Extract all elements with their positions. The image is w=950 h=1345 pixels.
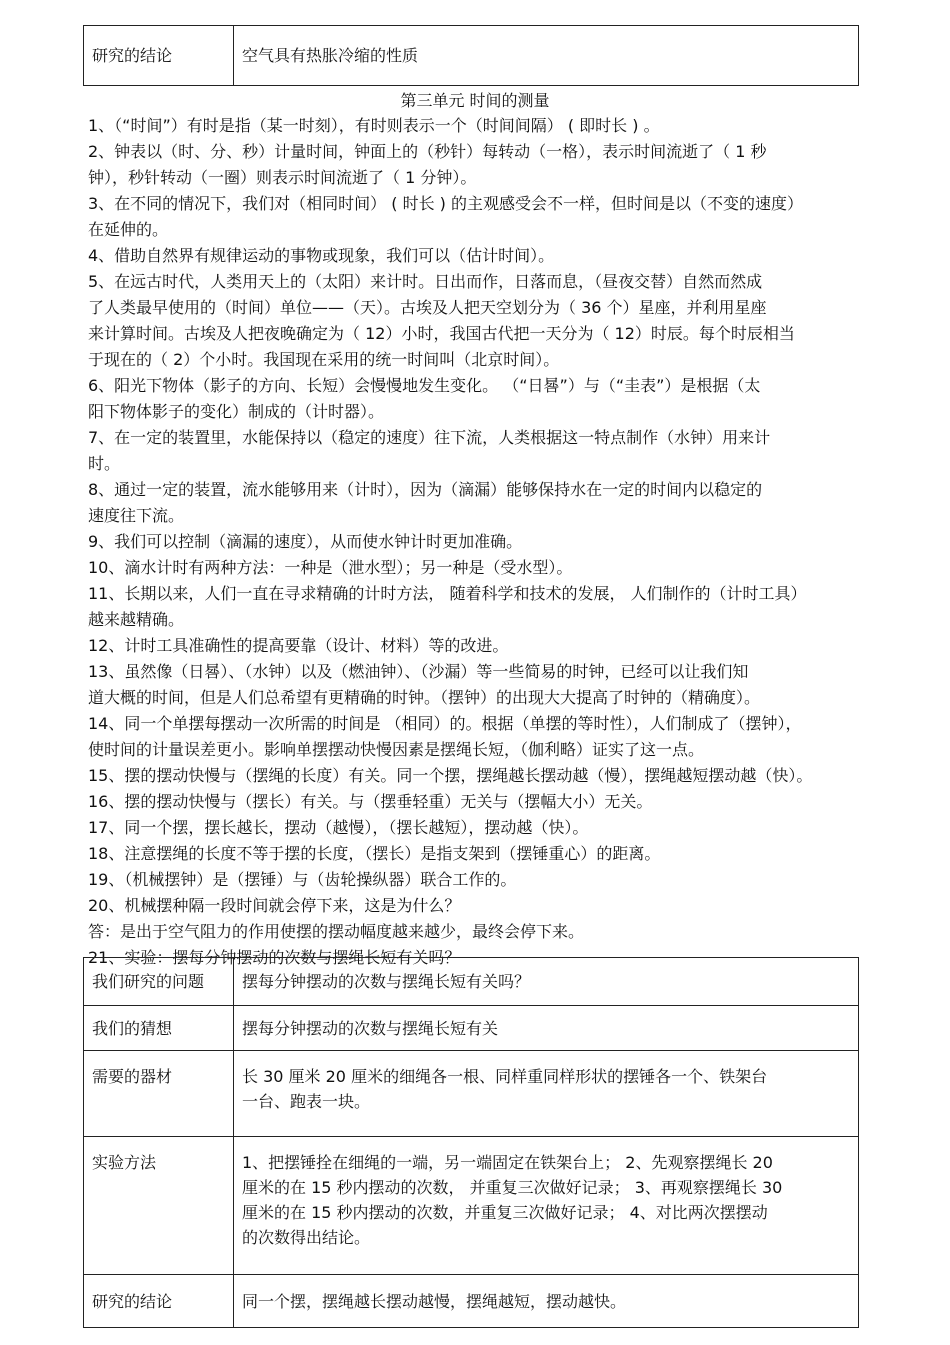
table-value-cell [234,1275,859,1328]
cell-text-line: 长 30 厘米 20 厘米的细绳各一根、同样重同样形状的摆锤各一个、铁架台 [242,1067,768,1086]
text-line: 17、同一个摆，摆长越长，摆动（越慢），（摆长越短），摆动越（快）。 [88,818,589,837]
cell-text-line: 摆每分钟摆动的次数与摆绳长短有关 [242,1018,499,1038]
text-line: 1、（“时间”）有时是指（某一时刻），有时则表示一个（时间间隔） ( 即时长 ) 。 [88,116,660,135]
notes-list [88,113,908,971]
table-row [84,26,859,86]
text-line: 6、阳光下物体（影子的方向、长短）会慢慢地发生变化。 （“日晷”）与（“圭表”）是根据（太 [88,376,761,395]
text-line: 8、通过一定的装置，流水能够用来（计时），因为（滴漏）能够保持水在一定的时间内以稳定的 [88,480,763,499]
table-row [84,1137,859,1275]
text-line: 钟），秒针转动（一圈）则表示时间流逝了（ 1 分钟）。 [88,168,477,187]
text-line: 于现在的（ 2）个小时。我国现在采用的统一时间叫（北京时间）。 [88,350,560,369]
text-line: 21、实验：摆每分钟摆动的次数与摆绳长短有关吗？ [88,948,461,967]
cell-text-line: 厘米的在 15 秒内摆动的次数，并重复三次做好记录； 4、对比两次摆摆动 [242,1203,768,1222]
text-line: 7、在一定的装置里，水能保持以（稳定的速度）往下流，人类根据这一特点制作（水钟）用来计 [88,428,771,447]
text-line: 11、长期以来，人们一直在寻求精确的计时方法， 随着科学和技术的发展， 人们制作的（计时工具） [88,584,807,603]
text-line: 19、（机械摆钟）是（摆锤）与（齿轮操纵器）联合工作的。 [88,870,517,889]
conclusion-table [83,25,859,86]
text-line: 13、虽然像（日晷）、（水钟）以及（燃油钟）、（沙漏）等一些简易的时钟，已经可以让我们知 [88,662,749,681]
table-label-cell: 研究的结论 [84,1275,234,1328]
text-line: 时。 [88,454,121,473]
table-row [84,1275,859,1328]
text-line: 了人类最早使用的（时间）单位——（天）。古埃及人把天空划分为（ 36 个）星座，并利用星座 [88,298,767,317]
table-label-cell: 我们研究的问题 [84,958,234,1006]
table-row [84,1051,859,1137]
table-value-cell [234,958,859,1006]
text-line: 20、机械摆种隔一段时间就会停下来，这是为什么？ [88,896,461,915]
text-line: 9、我们可以控制（滴漏的速度），从而使水钟计时更加准确。 [88,532,523,551]
cell-text-line: 同一个摆，摆绳越长摆动越慢，摆绳越短，摆动越快。 [242,1291,627,1311]
text-line: 3、在不同的情况下，我们对（相同时间） ( 时长 ) 的主观感受会不一样，但时间是以（不变的速度） [88,194,804,213]
cell-text-line: 1、把摆锤拴在细绳的一端，另一端固定在铁架台上； 2、先观察摆绳长 20 [242,1153,773,1172]
text-line: 16、摆的摆动快慢与（摆长）有关。与（摆垂轻重）无关与（摆幅大小）无关。 [88,792,653,811]
table-value-cell [234,1137,859,1275]
table-label-cell: 我们的猜想 [84,1006,234,1051]
cell-text-line: 厘米的在 15 秒内摆动的次数， 并重复三次做好记录； 3、再观察摆绳长 30 [242,1178,783,1197]
table-value-cell [234,1006,859,1051]
text-line: 2、钟表以（时、分、秒）计量时间，钟面上的（秒针）每转动（一格），表示时间流逝了（ 1 秒 [88,142,767,161]
text-line: 答：是出于空气阻力的作用使摆的摆动幅度越来越少，最终会停下来。 [88,922,585,941]
cell-text-line: 的次数得出结论。 [242,1228,371,1247]
text-line: 越来越精确。 [88,610,185,629]
table-row [84,1006,859,1051]
table-value-cell: 空气具有热胀冷缩的性质 [234,26,859,86]
table-row [84,958,859,1006]
text-line: 在延伸的。 [88,220,169,239]
text-line: 来计算时间。古埃及人把夜晚确定为（ 12）小时，我国古代把一天分为（ 12）时辰。每个时辰相当 [88,324,795,343]
cell-text-line: 一台、跑表一块。 [242,1092,371,1111]
cell-text-line: 摆每分钟摆动的次数与摆绳长短有关吗？ [242,972,531,991]
section-title: 第三单元 时间的测量 [400,91,550,110]
text-line: 道大概的时间，但是人们总希望有更精确的时钟。（摆钟）的出现大大提高了时钟的（精确度）。 [88,688,761,707]
table-label-cell: 实验方法 [84,1137,234,1275]
text-line: 4、借助自然界有规律运动的事物或现象，我们可以（估计时间）。 [88,246,555,265]
text-line: 18、注意摆绳的长度不等于摆的长度，（摆长）是指支架到（摆锤重心）的距离。 [88,844,661,863]
text-line: 12、计时工具准确性的提高要靠（设计、材料）等的改进。 [88,636,509,655]
table-value-cell [234,1051,859,1137]
text-line: 使时间的计量误差更小。影响单摆摆动快慢因素是摆绳长短，（伽利略）证实了这一点。 [88,740,705,759]
text-line: 10、滴水计时有两种方法：一种是（泄水型）；另一种是（受水型）。 [88,558,573,577]
text-line: 速度往下流。 [88,506,185,525]
text-line: 阳下物体影子的变化）制成的（计时器）。 [88,402,385,421]
text-line: 15、摆的摆动快慢与（摆绳的长度）有关。同一个摆，摆绳越长摆动越（慢），摆绳越短摆动越（快）。 [88,766,813,785]
text-line: 5、在远古时代，人类用天上的（太阳）来计时。日出而作，日落而息，（昼夜交替）自然而然成 [88,272,763,291]
text-line: 14、同一个单摆每摆动一次所需的时间是 （相同）的。根据（单摆的等时性），人们制成了（摆钟）， [88,714,802,733]
table-label-cell: 研究的结论 [84,26,234,86]
experiment-table [83,957,859,1328]
table-label-cell: 需要的器材 [84,1051,234,1137]
